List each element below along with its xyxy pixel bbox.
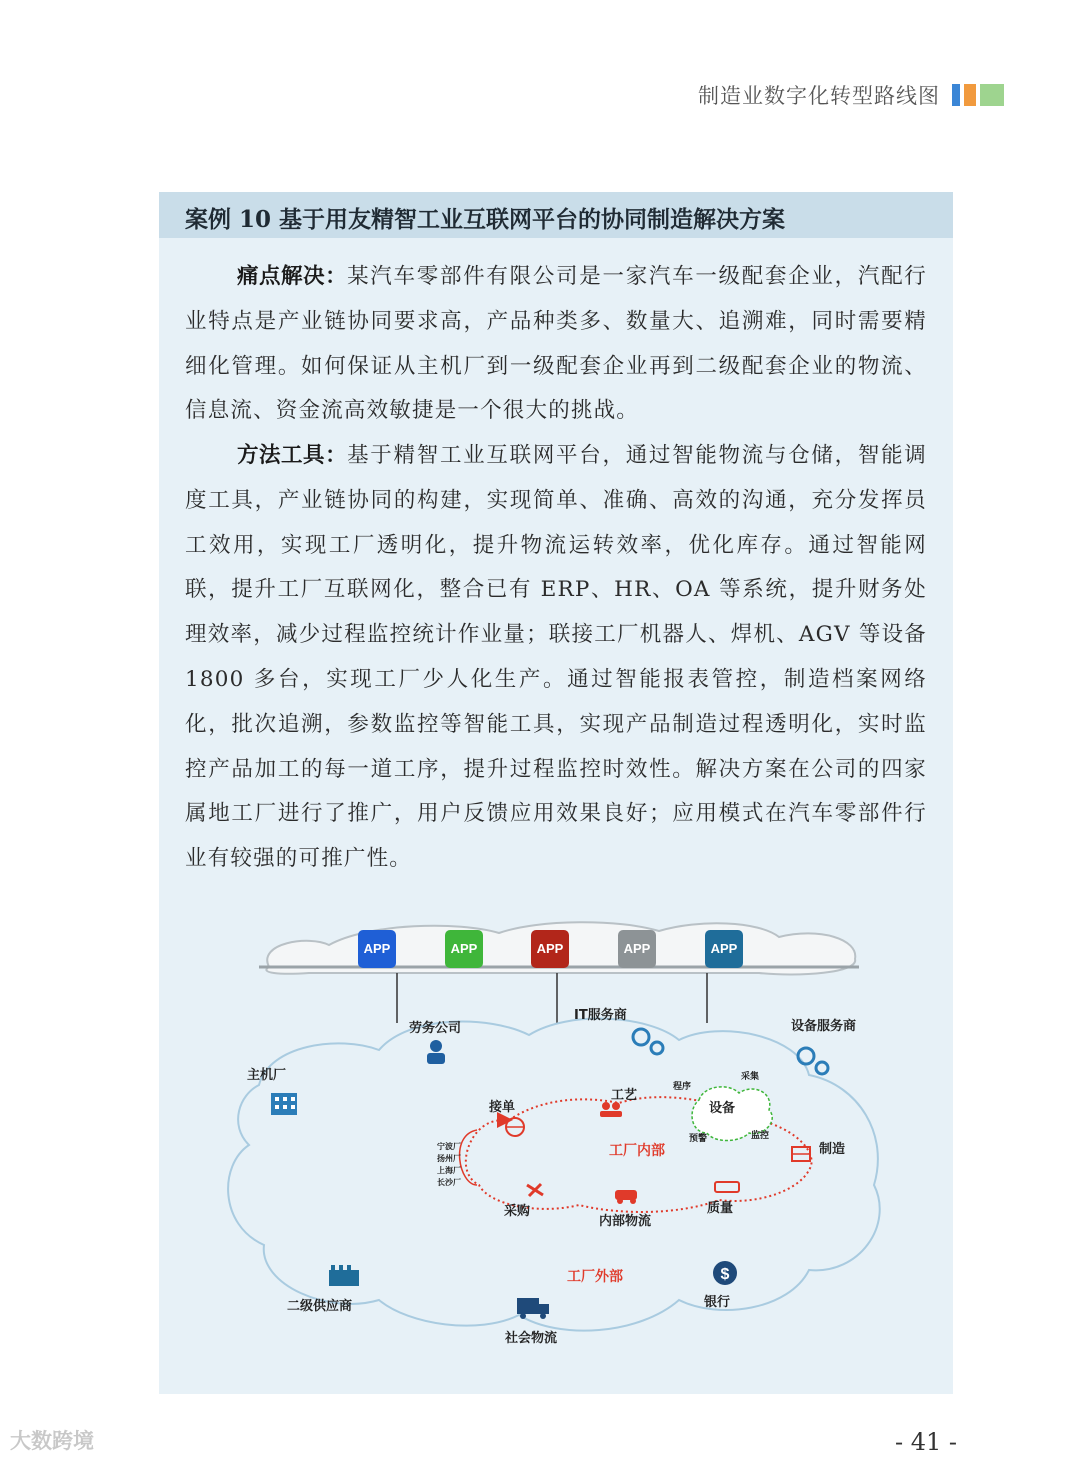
- app-tile[interactable]: [705, 930, 743, 968]
- label-monitor: 监控: [751, 1131, 770, 1141]
- dollar-bank-icon: [713, 1261, 737, 1285]
- running-header-title: 制造业数字化转型路线图: [698, 84, 940, 108]
- warehouse-icon: [329, 1265, 359, 1286]
- truck-internal-icon: [615, 1190, 637, 1204]
- label-bank: 银行: [704, 1295, 731, 1310]
- label-craft: 工艺: [611, 1088, 638, 1103]
- app-tile-label: APP: [710, 941, 738, 956]
- people-craft-icon: [600, 1102, 622, 1117]
- label-equipment: 设备: [709, 1101, 736, 1116]
- label-factory-inside: 工厂内部: [609, 1143, 665, 1159]
- label-equip-service: 设备服务商: [791, 1019, 857, 1034]
- app-tile-label: APP: [623, 941, 651, 956]
- paragraph-lead-methods: 方法工具：: [237, 443, 348, 468]
- label-quality: 质量: [707, 1201, 734, 1216]
- ecosystem-cloud: [228, 1019, 880, 1331]
- label-oem: 主机厂: [247, 1068, 287, 1083]
- label-order: 接单: [489, 1100, 516, 1115]
- truck-social-icon: [517, 1298, 549, 1319]
- app-tile-label: APP: [536, 941, 564, 956]
- app-tile[interactable]: [618, 930, 656, 968]
- app-tile-label: APP: [363, 941, 391, 956]
- factory-name: 宁波厂: [437, 1142, 461, 1151]
- label-social-logistics: 社会物流: [505, 1331, 558, 1346]
- paragraph-methods: [185, 434, 927, 882]
- app-tile[interactable]: [531, 930, 569, 968]
- paragraph-body-methods: 基于精智工业互联网平台，通过智能物流与仓储，智能调度工具，产业链协同的构建，实现简单、准确、高效的沟通，充分发挥员工效用，实现工厂透明化，提升物流运转效率，优化库存。通过智能网联，提升工厂互联网化，整合已有 ERP、HR、OA 等系统，提升财务处理效率，减少过程监控统计作业量；联接工厂机器人、焊机、AGV 等设备 1800 多台，实现工厂少人化生产。通过智能报表管控，制造档案网络化，批次追溯，参数监控等智能工具，实现产品制造过程透明化，实时监控产品加工的每一道工序，提升过程监控时效性。解决方案在公司的四家属地工厂进行了推广，用户反馈应用效果良好；应用模式在汽车零部件行业有较强的可推广性。: [185, 443, 927, 872]
- paragraph-lead-pain-points: 痛点解决：: [237, 264, 348, 289]
- page-number: - 41 -: [895, 1428, 958, 1456]
- app-tile-label: APP: [450, 941, 478, 956]
- label-warning: 预警: [689, 1134, 708, 1144]
- factories-bracket: [460, 1130, 477, 1185]
- factory-name: 上海厂: [437, 1166, 461, 1175]
- header-bar-orange: [964, 84, 976, 106]
- label-program: 程序: [673, 1082, 692, 1092]
- globe-order-icon: [506, 1118, 524, 1136]
- paragraph-body-pain-points: 某汽车零部件有限公司是一家汽车一级配套企业，汽配行业特点是产业链协同要求高，产品种类多、数量大、追溯难，同时需要精细化管理。如何保证从主机厂到一级配套企业再到二级配套企业的物流、信息流、资金流高效敏捷是一个很大的挑战。: [185, 264, 927, 424]
- header-bar-green: [980, 84, 1004, 106]
- watermark: 大数跨境: [10, 1429, 94, 1453]
- label-purchase: 采购: [504, 1204, 531, 1219]
- label-tier2-supplier: 二级供应商: [287, 1299, 353, 1314]
- label-labor: 劳务公司: [409, 1021, 462, 1036]
- gear-service-icon: [633, 1029, 663, 1054]
- case-title: 案例 10 基于用友精智工业互联网平台的协同制造解决方案: [185, 206, 786, 233]
- app-tile[interactable]: [358, 930, 396, 968]
- header-color-bars: [952, 84, 1004, 106]
- label-manufacture: 制造: [819, 1142, 846, 1157]
- label-it: IT服务商: [574, 1008, 627, 1023]
- label-internal-logistics: 内部物流: [599, 1214, 652, 1229]
- app-tile[interactable]: [445, 930, 483, 968]
- building-icon: [271, 1093, 297, 1115]
- label-collect: 采集: [741, 1072, 760, 1082]
- worker-icon: [427, 1040, 445, 1064]
- header-bar-blue: [952, 84, 960, 106]
- quality-icon: [715, 1182, 739, 1192]
- factory-name: 长沙厂: [437, 1178, 461, 1187]
- svg-text:$: $: [720, 1266, 730, 1283]
- plane-purchase-icon: [527, 1184, 543, 1196]
- factory-name: 扬州厂: [437, 1154, 461, 1163]
- label-factory-outside: 工厂外部: [567, 1269, 623, 1285]
- collaboration-diagram: [159, 915, 953, 1365]
- paragraph-pain-points: [185, 255, 927, 434]
